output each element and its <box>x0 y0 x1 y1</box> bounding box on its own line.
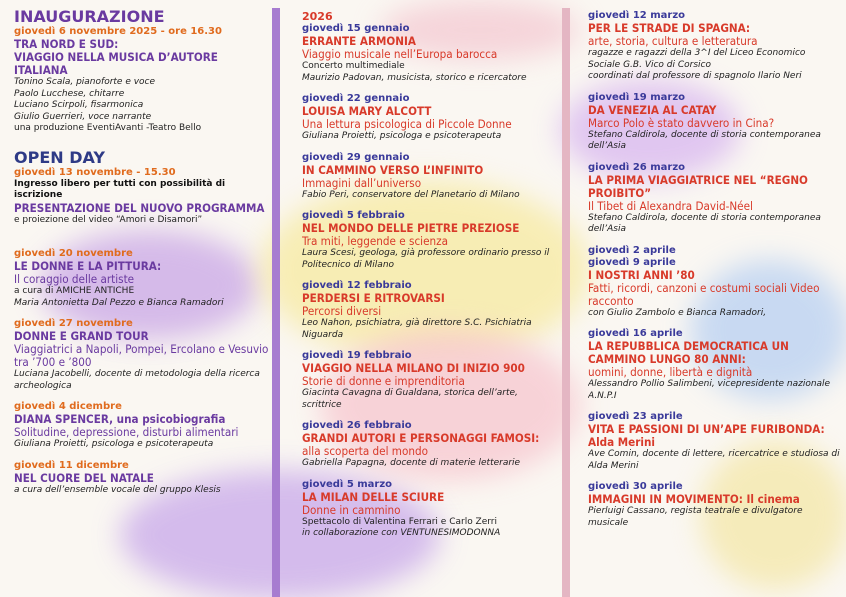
event-date: giovedì 2 aprile <box>588 244 676 256</box>
event-title: LOUISA MARY ALCOTT <box>302 104 432 118</box>
event-card <box>14 318 272 392</box>
event-detail: Ave Comin, docente di lettere, ricercatrice e studiosa di Alda Merini <box>588 449 840 471</box>
event-detail: Paolo Lucchese, chitarre <box>14 88 125 99</box>
event-subtitle: Tra miti, leggende e scienza <box>302 234 448 248</box>
event-detail: Luciana Jacobelli, docente di metodologia della ricerca archeologica <box>14 369 260 391</box>
event-card <box>302 152 552 202</box>
event-date: giovedì 11 dicembre <box>14 459 129 471</box>
event-date: giovedì 20 novembre <box>14 248 133 259</box>
event-title: NEL CUORE DEL NATALE <box>14 470 154 485</box>
event-detail: Giacinta Cavagna di Gualdana, storica dell’arte, scrittrice <box>302 388 518 410</box>
event-detail: Laura Scesi, geologa, già professore ordinario presso il Politecnico di Milano <box>302 248 550 270</box>
event-card <box>588 481 840 529</box>
event-subtitle: Solitudine, depressione, disturbi alimentari <box>14 425 239 439</box>
event-subtitle: alla scoperta del mondo <box>302 444 428 458</box>
event-title: LA MILAN DELLE SCIURE <box>302 489 445 504</box>
event-title: TRA NORD E SUD: <box>14 37 119 51</box>
event-title: PRESENTAZIONE DEL NUOVO PROGRAMMA <box>14 200 265 215</box>
event-title: LE DONNE E LA PITTURA: <box>14 259 162 273</box>
event-detail: Stefano Caldirola, docente di storia contemporanea dell’Asia <box>588 212 821 234</box>
event-detail: in collaborazione con VENTUNESIMODONNA <box>302 528 501 538</box>
event-subtitle: uomini, donne, libertà e dignità <box>588 365 753 379</box>
event-title: VITA E PASSIONI DI UN’APE FURIBONDA: Alda Merini <box>588 422 825 449</box>
event-title: IMMAGINI IN MOVIMENTO: Il cinema <box>588 492 800 506</box>
event-date: giovedì 5 marzo <box>302 478 393 490</box>
event-date: giovedì 16 aprile <box>588 328 683 339</box>
event-title: ERRANTE ARMONIA <box>302 34 416 48</box>
event-card <box>14 401 272 451</box>
section-heading: INAUGURAZIONE <box>14 7 165 26</box>
event-detail: Giuliana Proietti, psicologa e psicoterapeuta <box>14 439 214 449</box>
event-card <box>302 210 552 271</box>
event-card <box>302 280 552 341</box>
event-card <box>14 460 272 497</box>
event-subtitle: Viaggio musicale nell’Europa barocca <box>302 47 498 61</box>
event-subtitle: Marco Polo è stato davvero in Cina? <box>588 115 775 130</box>
event-card <box>588 92 840 153</box>
event-date: giovedì 22 gennaio <box>302 93 410 104</box>
event-title: PER LE STRADE DI SPAGNA: <box>588 21 751 35</box>
event-title: LA REPUBBLICA DEMOCRATICA UN CAMMINO LUNGO 80 ANNI: <box>588 339 789 366</box>
event-subtitle: Immagini dall’universo <box>302 175 422 190</box>
event-card <box>14 248 272 309</box>
event-subtitle: Storie di donne e imprenditoria <box>302 374 465 388</box>
event-title: PERDERSI E RITROVARSI <box>302 291 445 305</box>
event-subtitle: Il coraggio delle artiste <box>14 272 135 286</box>
event-detail: Fabio Peri, conservatore del Planetario di Milano <box>302 189 520 200</box>
event-detail: a cura dell’ensemble vocale del gruppo Klesis <box>14 484 221 495</box>
event-inauguration <box>14 8 272 135</box>
event-date: giovedì 5 febbraio <box>302 210 405 221</box>
event-date: giovedì 12 marzo <box>588 10 686 21</box>
event-detail: coordinati dal professore di spagnolo Ilario Neri <box>588 71 802 81</box>
event-card <box>302 93 552 143</box>
event-title: DONNE E GRAND TOUR <box>14 329 149 343</box>
event-note: Ingresso libero per tutti con possibilità di iscrizione <box>14 178 226 200</box>
event-card <box>302 420 552 470</box>
event-detail: una produzione EventiAvanti -Teatro Bello <box>14 123 202 133</box>
event-detail: Giulio Guerrieri, voce narrante <box>14 111 152 122</box>
event-detail: Maurizio Padovan, musicista, storico e ricercatore <box>302 72 527 83</box>
event-detail: Alessandro Pollio Salimbeni, vicepresidente nazionale A.N.P.I <box>588 379 831 401</box>
event-detail: Leo Nahon, psichiatra, già direttore S.C. Psichiatria Niguarda <box>302 318 532 340</box>
event-date: giovedì 4 dicembre <box>14 401 122 412</box>
event-card <box>588 162 840 236</box>
event-subtitle: VIAGGIO NELLA MUSICA D’AUTORE ITALIANA <box>14 50 218 77</box>
event-detail: Spettacolo di Valentina Ferrari e Carlo Zerri <box>302 516 498 527</box>
event-date: giovedì 27 novembre <box>14 318 133 329</box>
event-detail: Gabriella Papagna, docente di materie letterarie <box>302 458 521 468</box>
event-title: LA PRIMA VIAGGIATRICE NEL “REGNO PROIBITO” <box>588 172 808 200</box>
event-date: giovedì 19 marzo <box>588 91 686 103</box>
event-subtitle: Donne in cammino <box>302 502 401 517</box>
event-detail: Maria Antonietta Dal Pezzo e Bianca Ramadori <box>14 297 224 308</box>
event-open-day <box>14 149 272 227</box>
year-heading: 2026 <box>302 10 333 23</box>
event-detail: Tonino Scala, pianoforte e voce <box>14 77 156 87</box>
event-subtitle: Fatti, ricordi, canzoni e costumi sociali Video racconto <box>588 280 820 308</box>
event-detail: con Giulio Zambolo e Bianca Ramadori, <box>588 307 767 318</box>
event-title: NEL MONDO DELLE PIETRE PREZIOSE <box>302 221 520 235</box>
column-spring <box>588 0 840 597</box>
event-date: giovedì 6 novembre 2025 - ore 16.30 <box>14 26 222 37</box>
event-title: DIANA SPENCER, una psicobiografia <box>14 412 226 426</box>
event-detail: Pierluigi Cassano, regista teatrale e divulgatore musicale <box>588 506 803 528</box>
event-detail: Luciano Scirpoli, fisarmonica <box>14 100 144 110</box>
event-date: giovedì 30 aprile <box>588 481 683 492</box>
event-card <box>588 328 840 402</box>
event-card <box>588 10 840 83</box>
event-detail: a cura di AMICHE ANTICHE <box>14 286 135 296</box>
event-title: GRANDI AUTORI E PERSONAGGI FAMOSI: <box>302 431 540 445</box>
event-date: giovedì 13 novembre - 15.30 <box>14 166 176 178</box>
event-card <box>588 245 840 320</box>
event-subtitle: Il Tibet di Alexandra David-Néel <box>588 198 753 213</box>
event-date: giovedì 15 gennaio <box>302 23 410 34</box>
event-date: giovedì 19 febbraio <box>302 350 412 361</box>
event-date: giovedì 12 febbraio <box>302 280 412 291</box>
event-card <box>302 479 552 540</box>
event-title: VIAGGIO NELLA MILANO DI INIZIO 900 <box>302 361 525 375</box>
event-detail: Giuliana Proietti, psicologa e psicoterapeuta <box>302 131 502 141</box>
event-title: DA VENEZIA AL CATAY <box>588 102 717 117</box>
event-subtitle: Viaggiatrici a Napoli, Pompei, Ercolano e Vesuvio tra ’700 e ’800 <box>14 342 269 369</box>
divider-bar-left <box>272 8 280 597</box>
event-subtitle: arte, storia, cultura e letteratura <box>588 34 758 48</box>
event-date: giovedì 9 aprile <box>588 256 676 268</box>
column-autumn <box>14 0 272 597</box>
event-date: giovedì 29 gennaio <box>302 151 410 163</box>
event-detail: ragazze e ragazzi della 3^I del Liceo Economico Sociale G.B. Vico di Corsico <box>588 48 806 70</box>
event-detail: Stefano Caldirola, docente di storia contemporanea dell’Asia <box>588 129 821 151</box>
event-title: IN CAMMINO VERSO L’INFINITO <box>302 162 484 177</box>
event-title: I NOSTRI ANNI ’80 <box>588 267 695 282</box>
event-subtitle: Una lettura psicologica di Piccole Donne <box>302 117 512 131</box>
event-detail: e proiezione del video “Amori e Disamori” <box>14 214 203 225</box>
event-card <box>588 411 840 472</box>
event-card <box>302 350 552 411</box>
event-date: giovedì 23 aprile <box>588 411 683 422</box>
column-winter <box>302 0 552 597</box>
event-detail: Concerto multimediale <box>302 61 405 71</box>
event-date: giovedì 26 febbraio <box>302 420 412 431</box>
event-date: giovedì 26 marzo <box>588 161 686 173</box>
section-heading: OPEN DAY <box>14 147 105 167</box>
divider-bar-right <box>562 8 570 597</box>
event-card <box>302 23 552 84</box>
event-subtitle: Percorsi diversi <box>302 304 382 318</box>
